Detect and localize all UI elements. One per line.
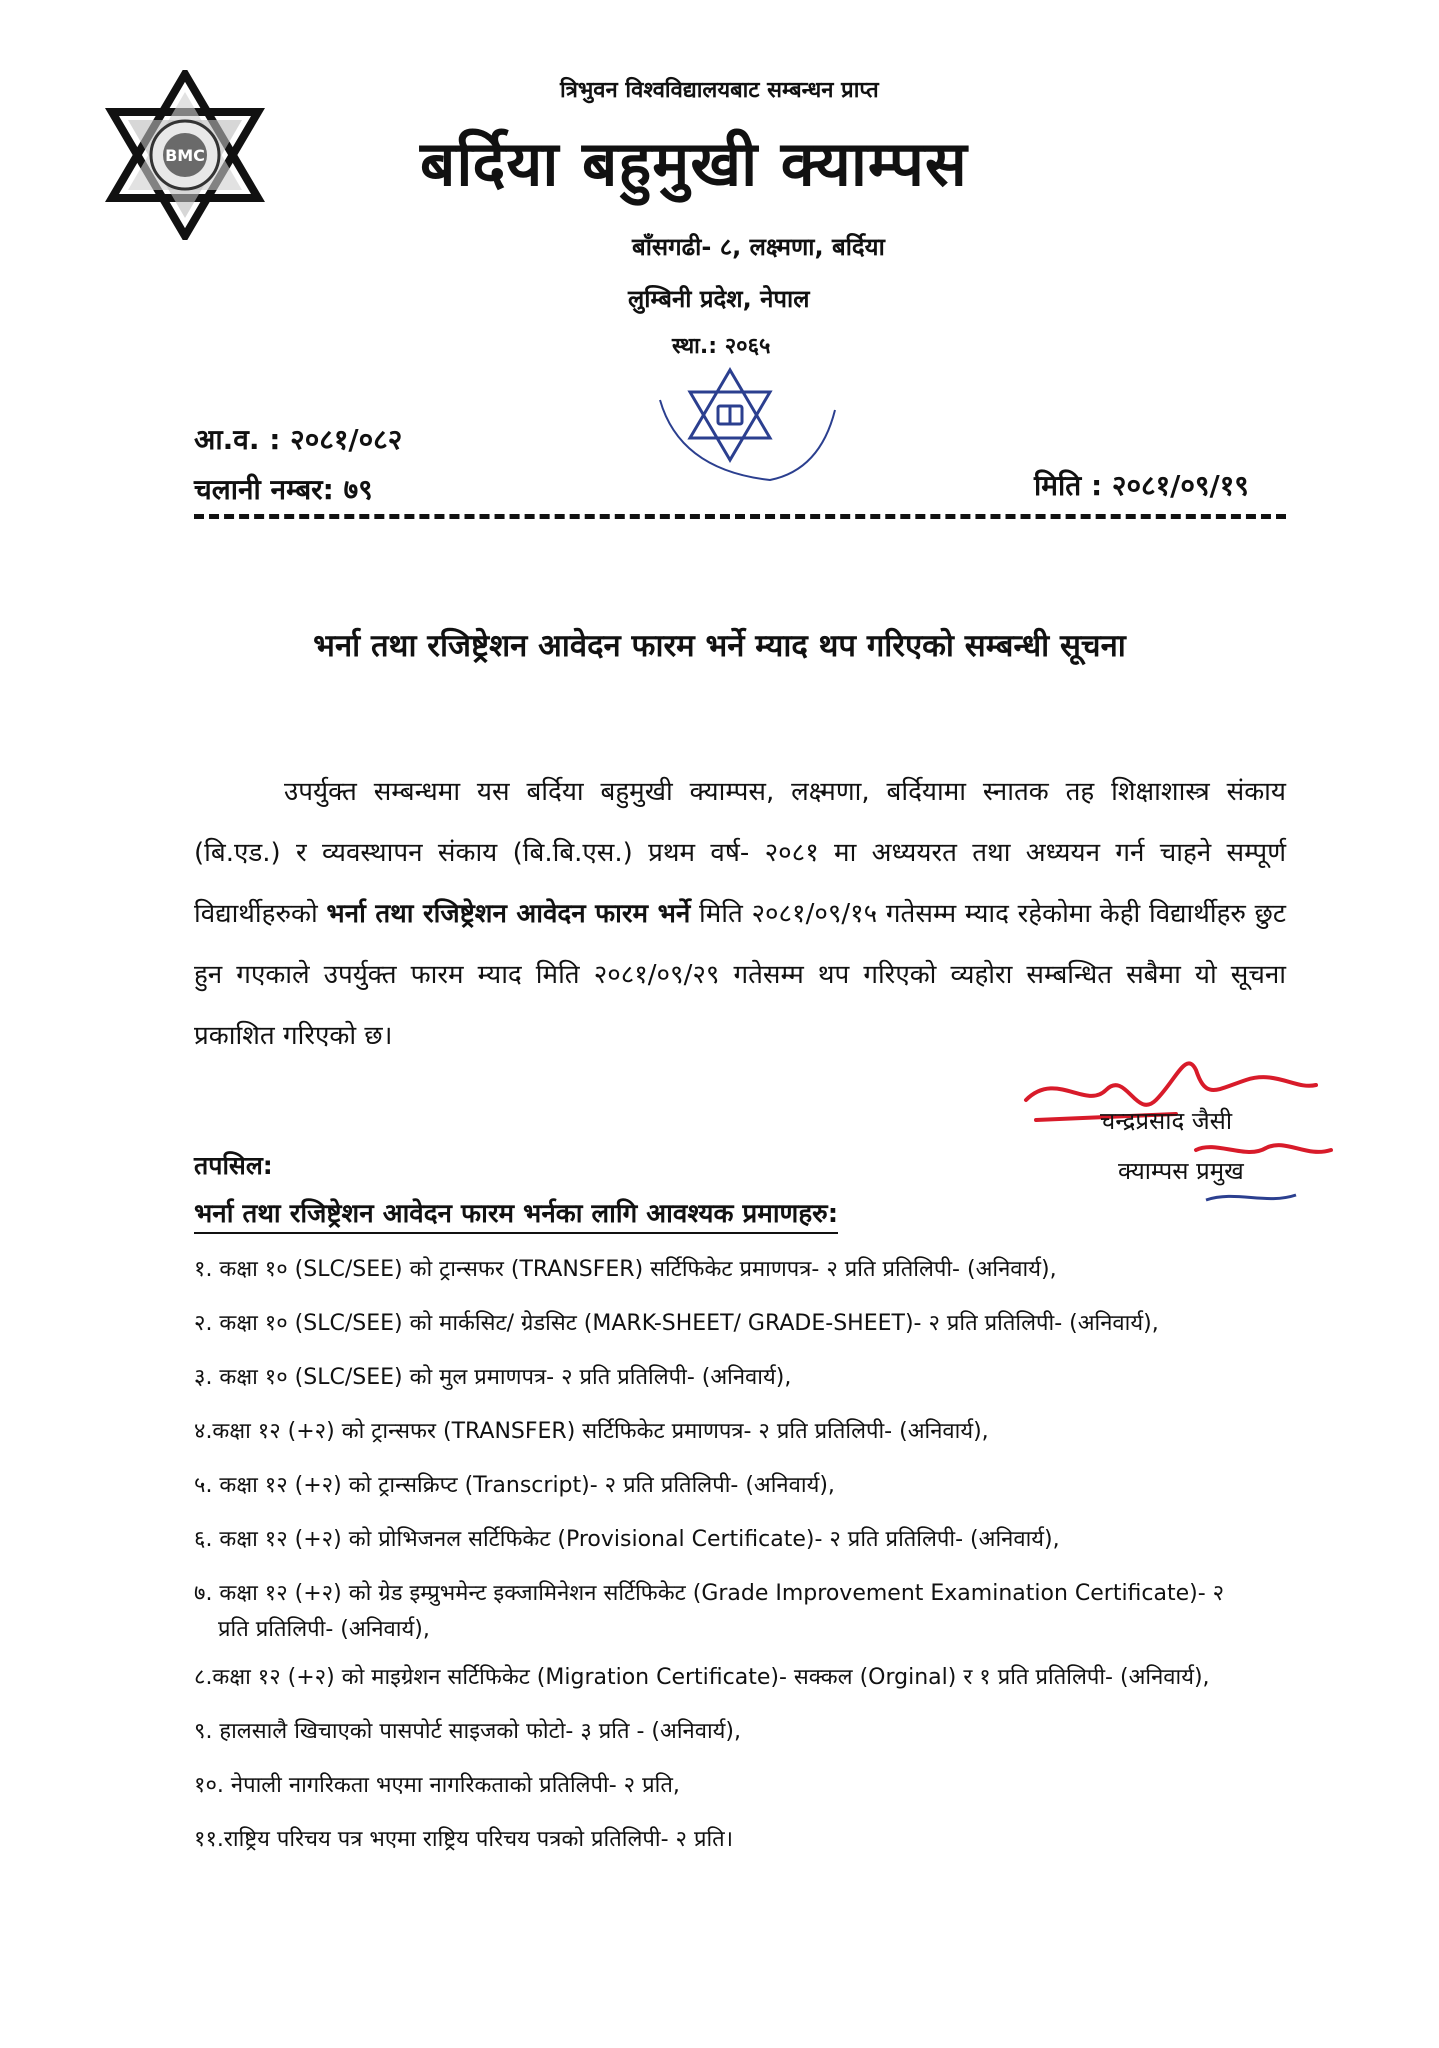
notice-body-part2: मिति २०८१/०९/१५ गतेसम्म म्याद रहेकोमा केही विद्यार्थीहरु छुट हुन गएकाले उपर्युक्त फारम म्याद मिति २०८१/०९/२९ गतेसम्म थप गरिएको व्यहोरा सम्बन्धित सबैमा यो सूचना प्रकाशित गरिएको छ। — [194, 899, 1286, 1051]
campus-seal-stamp-icon — [620, 340, 860, 500]
list-item — [194, 1576, 1306, 1648]
handwritten-signature-icon — [1016, 1030, 1346, 1260]
signer-post: क्याम्पस प्रमुख — [1118, 1157, 1244, 1185]
affiliation-text: त्रिभुवन विश्वविद्यालयबाट सम्बन्धन प्राप्त — [560, 78, 879, 103]
list-item: ११.राष्ट्रिय परिचय पत्र भएमा राष्ट्रिय परिचय पत्रको प्रतिलिपी- २ प्रति। — [194, 1827, 734, 1852]
notice-body-part1: उपर्युक्त सम्बन्धमा यस बर्दिया बहुमुखी क्याम्पस, लक्ष्मणा, बर्दियामा स्नातक तह शिक्षाशास्त्र संकाय (बि.एड.) र व्यवस्थापन संकाय (बि.बि.एस.) प्रथम वर्ष- २०८१ मा अध्ययरत तथा अध्ययन गर्न चाहने सम्पूर्ण विद्यार्थीहरुको — [194, 777, 1286, 929]
requirements-list — [194, 1252, 1306, 1876]
notice-title: भर्ना तथा रजिष्ट्रेशन आवेदन फारम भर्ने म्याद थप गरिएको सम्बन्धी सूचना — [313, 628, 1126, 664]
campus-name: बर्दिया बहुमुखी क्याम्पस — [420, 127, 968, 200]
address-line2: लुम्बिनी प्रदेश, नेपाल — [628, 285, 810, 313]
fiscal-year: आ.व. : २०८१/०८२ — [194, 423, 403, 456]
list-item: ५. कक्षा १२ (+२) को ट्रान्सक्रिप्ट (Transcript)- २ प्रति प्रतिलिपी- (अनिवार्य), — [194, 1473, 835, 1498]
signer-name: चन्द्रप्रसाद जैसी — [1100, 1107, 1233, 1135]
header-divider — [194, 514, 1286, 519]
list-item-line1: ७. कक्षा १२ (+२) को ग्रेड इम्प्रुभमेन्ट इक्जामिनेशन सर्टिफिकेट (Grade Improvement Examination Certificate)- २ — [194, 1581, 1225, 1606]
notice-date: मिति : २०८१/०९/१९ — [1034, 469, 1249, 502]
notice-body — [194, 762, 1286, 1067]
reference-number: चलानी नम्बर: ७९ — [194, 473, 373, 506]
list-item: १. कक्षा १० (SLC/SEE) को ट्रान्सफर (TRANSFER) सर्टिफिकेट प्रमाणपत्र- २ प्रति प्रतिलिपी- (अनिवार्य), — [194, 1257, 1057, 1282]
address-line1: बाँसगढी- ८, लक्ष्मणा, बर्दिया — [632, 233, 885, 261]
details-heading: तपसिल: — [194, 1151, 273, 1180]
list-item: ६. कक्षा १२ (+२) को प्रोभिजनल सर्टिफिकेट (Provisional Certificate)- २ प्रति प्रतिलिपी- (अनिवार्य), — [194, 1527, 1060, 1552]
campus-logo-star-icon — [100, 70, 270, 240]
requirements-title: भर्ना तथा रजिष्ट्रेशन आवेदन फारम भर्नका लागि आवश्यक प्रमाणहरु: — [194, 1194, 838, 1234]
notice-body-bold: भर्ना तथा रजिष्ट्रेशन आवेदन फारम भर्ने — [326, 899, 691, 929]
list-item-line2: प्रति प्रतिलिपी- (अनिवार्य), — [218, 1617, 430, 1642]
list-item: ४.कक्षा १२ (+२) को ट्रान्सफर (TRANSFER) सर्टिफिकेट प्रमाणपत्र- २ प्रति प्रतिलिपी- (अनिवार्य), — [194, 1419, 989, 1444]
list-item: ३. कक्षा १० (SLC/SEE) को मुल प्रमाणपत्र- २ प्रति प्रतिलिपी- (अनिवार्य), — [194, 1365, 792, 1390]
list-item: ९. हालसालै खिचाएको पासपोर्ट साइजको फोटो- ३ प्रति - (अनिवार्य), — [194, 1719, 741, 1744]
logo-text: BMC — [165, 146, 205, 165]
list-item: १०. नेपाली नागरिकता भएमा नागरिकताको प्रतिलिपी- २ प्रति, — [194, 1773, 680, 1798]
list-item: २. कक्षा १० (SLC/SEE) को मार्कसिट/ ग्रेडसिट (MARK-SHEET/ GRADE-SHEET)- २ प्रति प्रतिलिपी- (अनिवार्य), — [194, 1311, 1159, 1336]
established-year: स्था.: २०६५ — [672, 334, 771, 359]
list-item: ८.कक्षा १२ (+२) को माइग्रेशन सर्टिफिकेट (Migration Certificate)- सक्कल (Orginal) र १ प्रति प्रतिलिपी- (अनिवार्य), — [194, 1665, 1210, 1690]
